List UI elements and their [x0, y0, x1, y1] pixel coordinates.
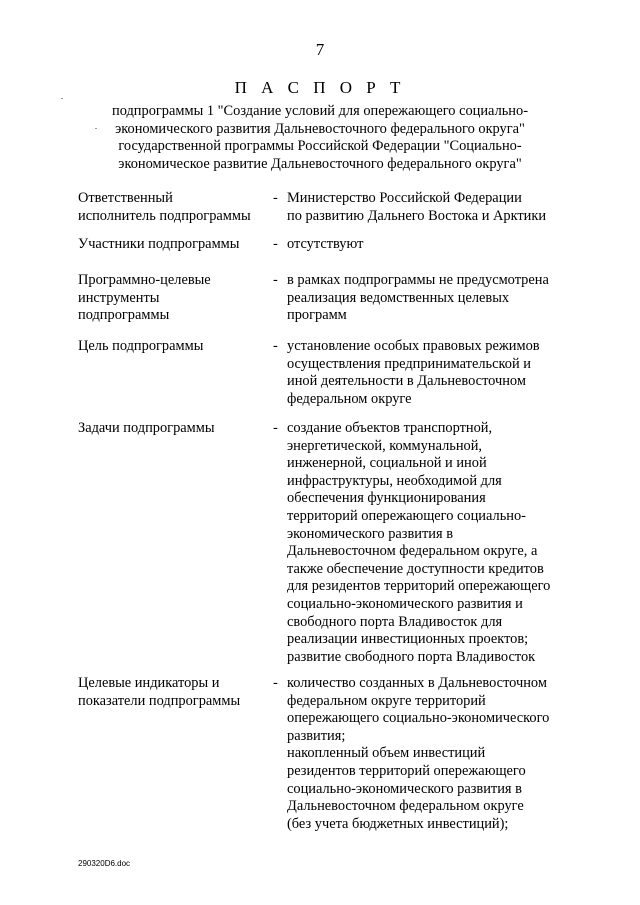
row-value: [287, 338, 577, 408]
row-dash: -: [273, 236, 278, 252]
subtitle-line: государственной программы Российской Федерации "Социально-: [118, 138, 522, 155]
value-line: развития;: [287, 727, 346, 744]
value-line: накопленный объем инвестиций: [287, 745, 486, 762]
subtitle-line: подпрограммы 1 "Создание условий для опережающего социально-: [112, 103, 528, 119]
value-line: реализации инвестиционных проектов;: [287, 631, 529, 648]
label-line: инструменты: [78, 289, 160, 306]
row-value: [287, 675, 577, 833]
value-line: создание объектов транспортной,: [287, 420, 493, 436]
row-dash: -: [273, 272, 278, 288]
scan-mark: [61, 98, 63, 99]
value-line: федеральном округе: [287, 390, 412, 407]
value-line: территорий опережающего социально-: [287, 507, 526, 524]
value-line: инфраструктуры, необходимой для: [287, 472, 502, 489]
value-line: социально-экономического развития в: [287, 780, 522, 797]
value-line: иной деятельности в Дальневосточном: [287, 373, 526, 390]
value-line: реализация ведомственных целевых: [287, 289, 510, 306]
subtitle-line: экономического развития Дальневосточного федерального округа": [115, 120, 525, 137]
page-number: 7: [315, 40, 325, 59]
row-value: [287, 272, 577, 325]
value-line: установление особых правовых режимов: [287, 338, 540, 354]
value-line: обеспечения функционирования: [287, 490, 486, 507]
label-line: исполнитель подпрограммы: [78, 207, 251, 224]
label-line: показатели подпрограммы: [78, 692, 241, 709]
file-name-footer: 290320D6.doc: [78, 859, 131, 868]
value-line: количество созданных в Дальневосточном: [287, 675, 547, 691]
value-line: также обеспечение доступности кредитов: [287, 560, 544, 577]
value-line: резидентов территорий опережающего: [287, 762, 526, 779]
value-line: развитие свободного порта Владивосток: [287, 648, 536, 665]
row-label: [78, 190, 263, 225]
value-line: Дальневосточном федеральном округе: [287, 798, 524, 815]
value-line: осуществления предпринимательской и: [287, 355, 531, 372]
value-line: Министерство Российской Федерации: [287, 190, 522, 206]
label-line: Участники подпрограммы: [78, 236, 240, 252]
value-line: для резидентов территорий опережающего: [287, 578, 551, 595]
row-dash: -: [273, 190, 278, 206]
row-label: [78, 236, 263, 254]
row-value: [287, 190, 577, 225]
value-line: федеральном округе территорий: [287, 692, 486, 709]
row-value: [287, 420, 577, 666]
row-label: [78, 675, 263, 710]
value-line: Дальневосточном федеральном округе, а: [287, 543, 538, 560]
value-line: энергетической, коммунальной,: [287, 437, 483, 454]
row-dash: -: [273, 420, 278, 436]
value-line: свободного порта Владивосток для: [287, 613, 503, 630]
document-title: П А С П О Р Т: [234, 78, 406, 97]
label-line: Ответственный: [78, 190, 173, 206]
value-line: (без учета бюджетных инвестиций);: [287, 815, 509, 832]
value-line: инженерной, социальной и иной: [287, 455, 487, 472]
value-line: опережающего социально-экономического: [287, 710, 550, 727]
label-line: Задачи подпрограммы: [78, 420, 215, 436]
document-subtitle: [40, 103, 600, 173]
subtitle-line: экономическое развитие Дальневосточного федерального округа": [118, 155, 522, 172]
value-line: программ: [287, 307, 347, 324]
row-label: [78, 420, 263, 438]
row-value: [287, 236, 577, 254]
value-line: экономического развития в: [287, 525, 453, 542]
row-dash: -: [273, 338, 278, 354]
value-line: в рамках подпрограммы не предусмотрена: [287, 272, 549, 288]
value-line: по развитию Дальнего Востока и Арктики: [287, 207, 547, 224]
value-line: отсутствуют: [287, 236, 364, 252]
label-line: Целевые индикаторы и: [78, 675, 220, 691]
row-dash: -: [273, 675, 278, 691]
label-line: подпрограммы: [78, 307, 170, 324]
label-line: Цель подпрограммы: [78, 338, 204, 354]
row-label: [78, 272, 263, 325]
value-line: социально-экономического развития и: [287, 595, 523, 612]
row-label: [78, 338, 263, 356]
label-line: Программно-целевые: [78, 272, 211, 288]
